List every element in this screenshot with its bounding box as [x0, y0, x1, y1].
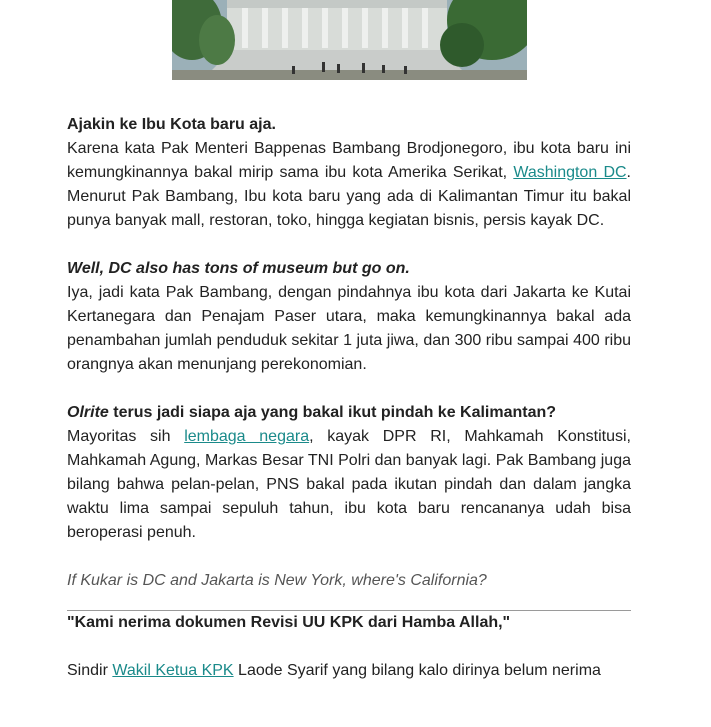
next-story-text-b: Laode Syarif yang bilang kalo dirinya belum nerima: [233, 662, 601, 679]
section-2-paragraph: Iya, jadi kata Pak Bambang, dengan pindahnya ibu kota dari Jakarta ke Kutai Kertanegara dan Penajam Paser utara, maka kemungkinannya bakal ada penambahan jumlah penduduk sekitar 1 juta jiwa, dan 300 ribu sampai 400 ribu orangnya akan menunjang perekonomian.: [67, 284, 631, 373]
section-1-paragraph: [67, 137, 631, 233]
section-3-text-a: Mayoritas sih: [67, 428, 185, 445]
section-1-text-a: Karena kata Pak Menteri Bappenas Bambang Brodjonegoro, ibu kota baru ini kemungkinannya bakal mirip sama ibu kota Amerika Serikat,: [67, 140, 631, 181]
section-3-text-b: , kayak DPR RI, Mahkamah Konstitusi, Mahkamah Agung, Markas Besar TNI Polri dan banyak lagi. Pak Bambang juga bilang bahwa pelan-pelan, PNS bakal pada ikutan pindah dan dalam jangka waktu lima sampai sepuluh tahun, ibu kota baru rencananya udah bisa beroperasi penuh.: [67, 428, 631, 541]
hero-image: [172, 0, 527, 80]
washington-dc-link[interactable]: Washington DC: [513, 164, 627, 181]
section-3-heading-italic: Olrite: [67, 404, 109, 421]
section-1-heading: Ajakin ke Ibu Kota baru aja.: [67, 116, 276, 133]
article-body: [67, 113, 631, 683]
wakil-ketua-kpk-link[interactable]: Wakil Ketua KPK: [112, 662, 234, 679]
next-story-text-a: Sindir: [67, 662, 113, 679]
section-2-heading: Well, DC also has tons of museum but go on.: [67, 260, 410, 277]
section-3-heading: [67, 401, 631, 425]
lembaga-negara-link[interactable]: lembaga negara: [184, 428, 310, 445]
next-story-quote: "Kami nerima dokumen Revisi UU KPK dari Hamba Allah,": [67, 614, 511, 631]
section-3-heading-rest: terus jadi siapa aja yang bakal ikut pindah ke Kalimantan?: [108, 404, 557, 421]
next-story-paragraph: [67, 659, 631, 683]
section-1-text-b: . Menurut Pak Bambang, Ibu kota baru yang ada di Kalimantan Timur itu bakal punya banyak mall, restoran, toko, hingga kegiatan bisnis, persis kayak DC.: [67, 164, 631, 229]
closing-line: If Kukar is DC and Jakarta is New York, where's California?: [67, 572, 487, 589]
section-3-paragraph: [67, 425, 631, 545]
